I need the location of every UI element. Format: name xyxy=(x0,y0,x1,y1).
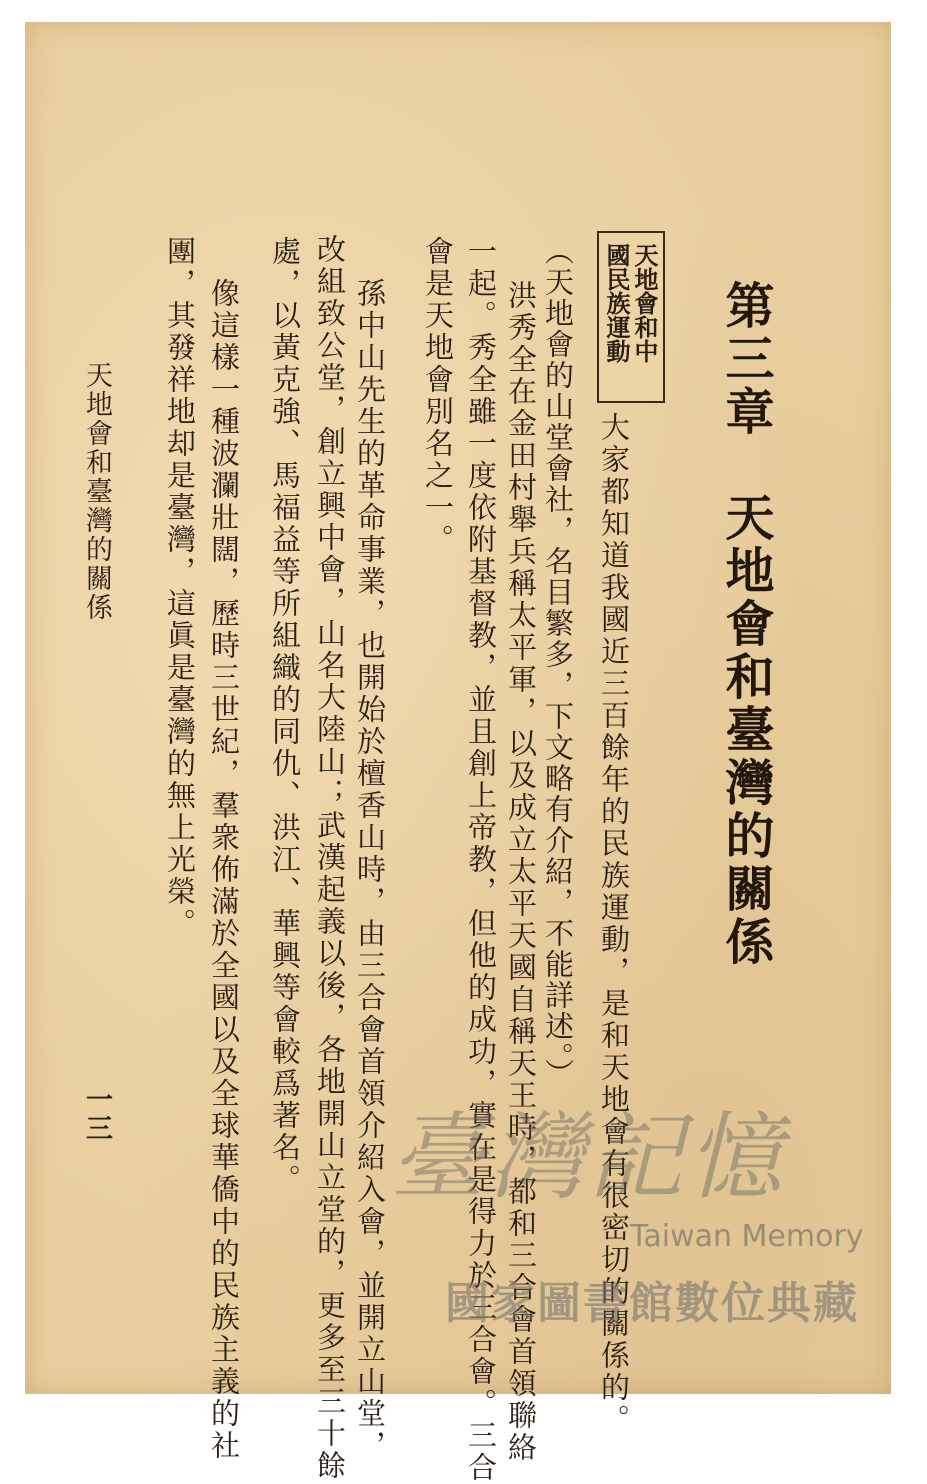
text-column: 大家都知道我國近三百餘年的民族運動，是和天地會有很密切的關係的。 xyxy=(597,412,631,1436)
sidenote-line-1: 天地會和中 xyxy=(630,243,659,363)
text-column: 改組致公堂，創立興中會，山名大陸山；武漢起義以後，各地開山立堂的，更多至三十餘 xyxy=(313,234,347,1482)
text-column: 一起。秀全雖一度依附基督教，並且創上帝教，但他的成功，實在是得力於三合會。三合 xyxy=(464,236,498,1484)
sidenote-box xyxy=(597,231,665,403)
page-number: 一三 xyxy=(81,1085,112,1143)
watermark-brush-text: 臺灣記憶 xyxy=(390,1103,787,1213)
text-column: （天地會的山堂會社，名目繁多，下文略有介紹，不能詳述。） xyxy=(541,236,575,1090)
text-column: 像這樣一種波瀾壯闊，歷時三世紀，羣衆佈滿於全國以及全球華僑中的民族主義的社 xyxy=(207,278,241,1462)
text-column: 團，其發祥地却是臺灣，這眞是臺灣的無上光榮。 xyxy=(163,236,197,940)
text-column: 處，以黃克強、馬福益等所組織的同仇、洪江、華興等會較爲著名。 xyxy=(268,236,302,1196)
watermark-chinese: 國家圖書館數位典藏 xyxy=(445,1278,859,1329)
text-column: 孫中山先生的革命事業，也開始於檀香山時，由三合會首領介紹入會，並開立山堂， xyxy=(353,278,387,1462)
sidenote-line-2: 國民族運動 xyxy=(602,243,631,363)
book-page xyxy=(25,22,891,1484)
watermark-english: Taiwan Memory xyxy=(630,1219,864,1254)
text-column: 會是天地會別名之一。 xyxy=(421,236,455,556)
text-column: 洪秀全在金田村舉兵稱太平軍，以及成立太平天國自稱天王時，都和三合會首領聯絡 xyxy=(504,280,538,1464)
chapter-title: 第三章 天地會和臺灣的關係 xyxy=(718,280,776,969)
running-title: 天地會和臺灣的關係 xyxy=(81,361,112,622)
